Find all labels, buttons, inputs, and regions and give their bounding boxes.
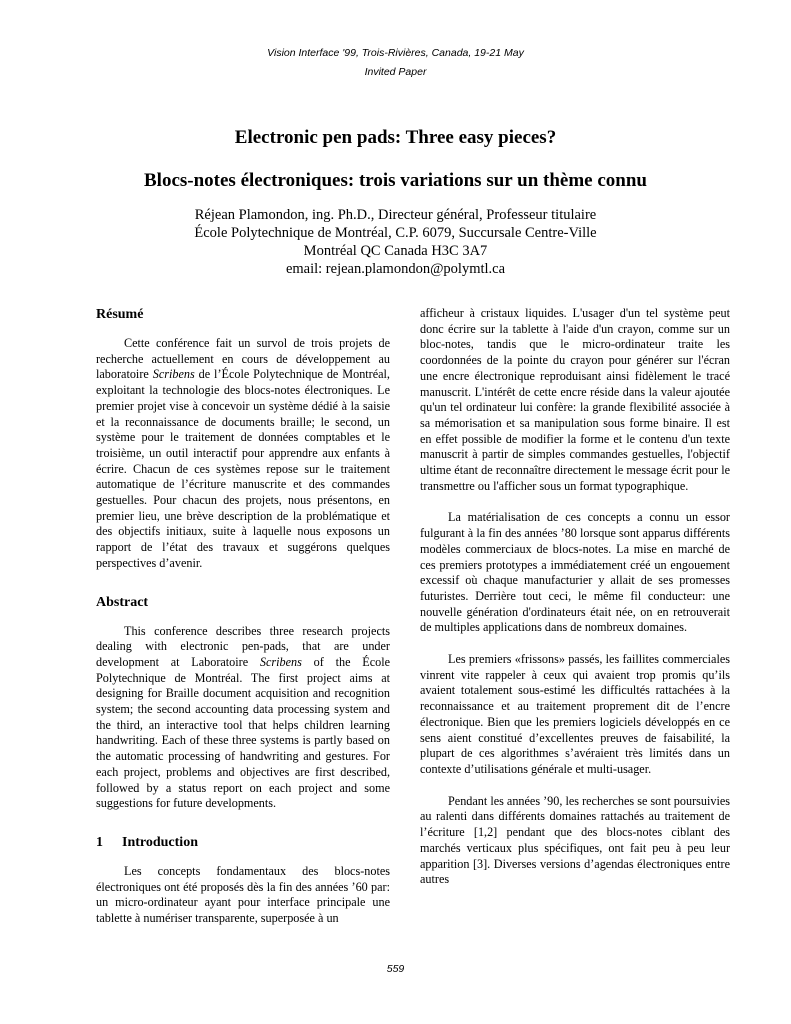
introduction-heading	[96, 834, 390, 852]
abstract-paragraph: This conference describes three research projects dealing with electronic pen-pads, that are under development at Laboratoire Scribens of the École Polytechnique de Montréal. The first project aims at designing for Braille document acquisition and recognition system; the second accounting data processing system and the third, an interactive tool that helps children learning handwriting. Each of these three systems is partly based on the automatic processing of handwriting and gestures. For each project, problems and objectives are first described, followed by a status report on each project and some suggestions for future developments.	[96, 623, 390, 811]
paper-title-english: Electronic pen pads: Three easy pieces?	[234, 127, 557, 148]
author-email: email: rejean.plamondon@polymtl.ca	[285, 261, 506, 277]
author-address: Montréal QC Canada H3C 3A7	[303, 243, 488, 259]
resume-paragraph: Cette conférence fait un survol de trois projets de recherche actuellement en cours de développement au laboratoire Scribens de l’École Polytechnique de Montréal, exploitant la technologie des blocs-notes électroniques. Le premier projet vise à concevoir un système dédié à la saisie et la reconnaissance de documents braille; le second, un système pour le traitement de données comptables et le troisième, un outil interactif pour apprendre aux enfants à écrire. Chacun de ces systèmes repose sur le traitement automatique de l’écriture manuscrite et des commandes gestuelles. Pour chacun des projets, nous présentons, en premier lieu, une brève description de la problématique et des objectifs initiaux, suite à laquelle nous exposons un rapport de l’état des travaux et suggérons quelques perspectives d’avenir.	[96, 336, 390, 570]
resume-heading: Résumé	[96, 307, 144, 322]
author-name: Réjean Plamondon, ing. Ph.D., Directeur général, Professeur titulaire	[194, 207, 597, 223]
intro-paragraph-1-start: Les concepts fondamentaux des blocs-notes électroniques ont été proposés dès la fin des années ’60 par: un micro-ordinateur ayant pour interface principale une tablette à numériser transparente, superposée à un	[96, 863, 390, 926]
left-column	[96, 306, 390, 927]
paper-title-french: Blocs-notes électroniques: trois variations sur un thème connu	[144, 170, 647, 191]
paper-type-label: Invited Paper	[364, 66, 427, 78]
section-title: Introduction	[122, 834, 198, 850]
section-number: 1	[96, 834, 103, 850]
intro-paragraph-4: Pendant les années ’90, les recherches se sont poursuivies au ralenti dans différents domaines rattachés au traitement de l’écriture [1,2] pendant que des blocs-notes ciblant des marchés verticaux plus spécifiques, ont fait peu à peu leur apparition [3]. Diverses versions d’agendas électroniques entre autres	[420, 793, 730, 887]
conference-header: Vision Interface '99, Trois-Rivières, Canada, 19-21 May	[267, 47, 524, 59]
intro-paragraph-2: La matérialisation de ces concepts a connu un essor fulgurant à la fin des années ’80 lorsque sont apparus différents modèles commerciaux de blocs-notes. La mise en marché de ces premiers prototypes a immédiatement créé un engouement excessif où chaque manufacturier y allait de ses promesses futuristes. Derrière tout ceci, le même fil conducteur: une nouvelle génération d'ordinateurs était née, on en retrouverait de multiples applications dans de nombreux domaines.	[420, 510, 730, 635]
author-affiliation: École Polytechnique de Montréal, C.P. 6079, Succursale Centre-Ville	[194, 225, 597, 241]
abstract-heading: Abstract	[96, 594, 149, 610]
intro-paragraph-3: Les premiers «frissons» passés, les faillites commerciales vinrent vite rappeler à ceux qui avaient trop promis qu’ils avaient totalement sous-estimé les difficultés rattachées à la reconnaissance et au traitement proprement dit de l’encre électronique. Bien que les premiers logiciels développés en ce sens aient constitué d’excellentes preuves de faisabilité, la plupart de ces algorithmes s’avéraient très limités dans un contexte d’utilisations générale et multi-usager.	[420, 652, 730, 776]
intro-paragraph-1-continued: afficheur à cristaux liquides. L'usager d'un tel système peut donc écrire sur la tablette à l'aide d'un crayon, comme sur un bloc-notes, tandis que le micro-ordinateur traite les coordonnées de la pointe du crayon pour générer sur l'écran une encre électronique reproduisant ainsi fidèlement le tracé manuscrit. L'intérêt de cette encre réside dans la valeur ajoutée qu'un tel ordinateur lui confère: la grande flexibilité associée à sa mémorisation et sa manipulation sous forme binaire. Il est en effet possible de modifier la forme et le contenu d'un texte manuscrit à partir de simples commandes gestuelles, l'objectif ultime étant de reconnaître directement le message écrit pour le transmettre ou l'afficher sous un format typographique.	[420, 306, 730, 493]
page-number: 559	[386, 963, 405, 975]
right-column	[420, 306, 730, 888]
